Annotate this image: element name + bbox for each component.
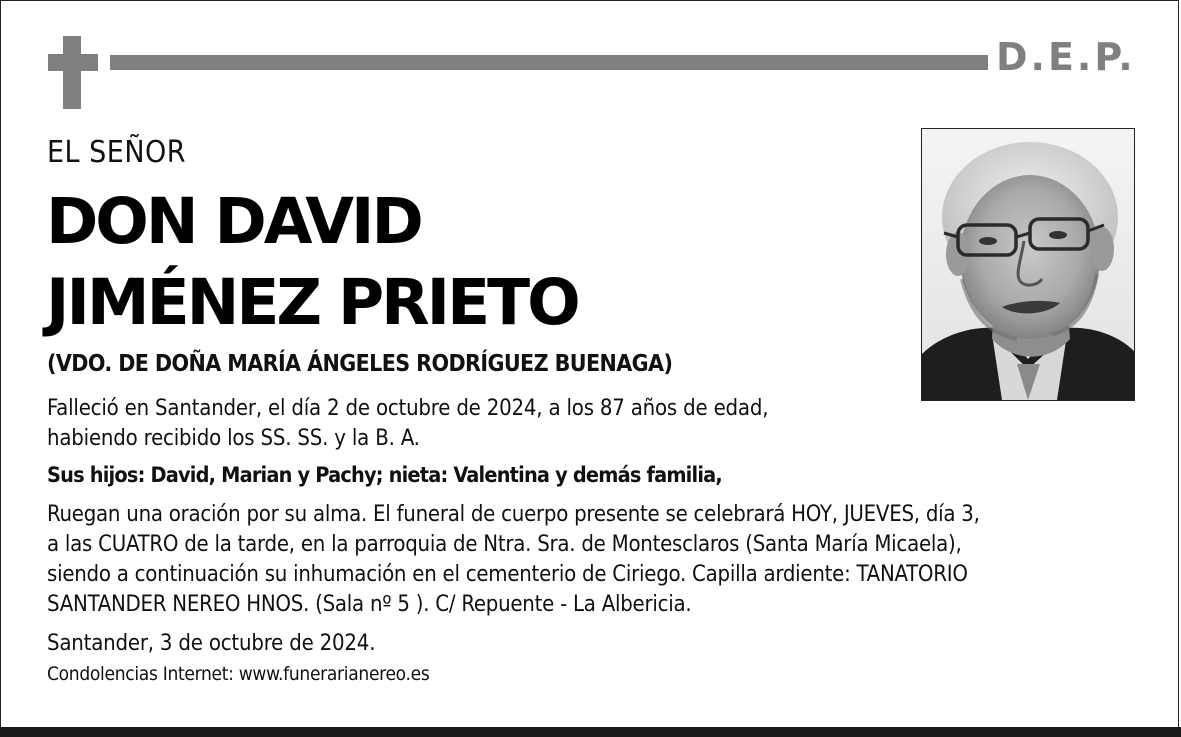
portrait-photo [921, 128, 1135, 401]
deceased-name-line-2: JIMÉNEZ PRIETO [46, 266, 578, 339]
place-and-date: Santander, 3 de octubre de 2024. [47, 631, 376, 656]
bottom-rule [0, 727, 1181, 737]
deceased-name [46, 181, 578, 343]
cross-icon [48, 36, 98, 109]
condolences-website: Condolencias Internet: www.funerarianereo.es [47, 663, 430, 685]
honorific: EL SEÑOR [47, 135, 187, 170]
family-members: Sus hijos: David, Marian y Pachy; nieta: Valentina y demás familia, [47, 463, 722, 488]
funeral-details: Ruegan una oración por su alma. El funeral de cuerpo presente se celebrará HOY, JUEVES, día 3, a las CUATRO de la tarde, en la parroquia de Ntra. Sra. de Montesclaros (Santa María Micaela), siendo a continuación su inhumación en el cementerio de Ciriego. Capilla ardiente: TANATORIO SANTANDER NEREO HNOS. (Sala nº 5 ). C/ Repuente - La Albericia. [47, 502, 980, 617]
dep-label: D.E.P. [996, 35, 1136, 79]
widower-of: (VDO. DE DOÑA MARÍA ÁNGELES RODRÍGUEZ BUENAGA) [47, 351, 673, 377]
death-notice: Falleció en Santander, el día 2 de octubre de 2024, a los 87 años de edad, habiendo recibido los SS. SS. y la B. A. [47, 396, 769, 451]
deceased-name-line-1: DON DAVID [46, 185, 421, 258]
header-rule [110, 55, 988, 70]
